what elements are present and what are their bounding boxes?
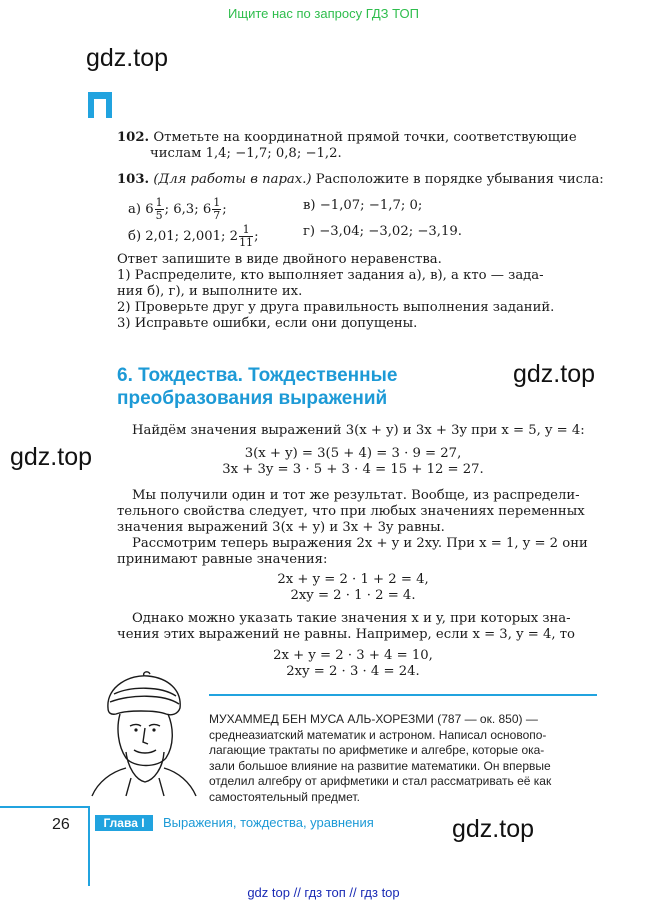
fraction-numerator: 1 (213, 196, 221, 209)
chapter-badge: Глава I (95, 815, 153, 831)
task-103-answer-line: 2) Проверьте друг у друга правильность выполнения заданий. (117, 300, 555, 315)
fraction-denominator: 5 (155, 209, 163, 222)
option-a-text: а) 6 (128, 202, 154, 217)
paragraph-line: значения выражений 3(x + y) и 3x + 3y равны. (117, 520, 445, 535)
fraction-denominator: 11 (239, 236, 254, 249)
top-banner: Ищите нас по запросу ГДЗ ТОП (228, 6, 419, 21)
paragraph-line: Рассмотрим теперь выражения 2x + y и 2xy. При x = 1, y = 2 они (132, 536, 588, 551)
bio-line: самостоятельный предмет. (209, 789, 360, 804)
option-a-text: ; 6,3; 6 (164, 202, 212, 217)
fraction-denominator: 7 (213, 209, 221, 222)
section-title-line: преобразования выражений (117, 388, 388, 409)
paragraph-line: тельного свойства следует, что при любых значениях переменных (117, 504, 585, 519)
section-title (117, 364, 397, 410)
task-103-b (128, 224, 259, 249)
equation: 2x + y = 2 · 3 + 4 = 10, (273, 648, 433, 663)
practice-icon (88, 92, 112, 118)
fraction (155, 197, 164, 222)
page-number: 26 (52, 816, 70, 833)
watermark: gdz.top (86, 44, 169, 72)
paragraph-line: Мы получили один и тот же результат. Вообще, из распредели- (132, 488, 580, 503)
bio-line: зали большое влияние на развитие математики. Он впервые (209, 758, 551, 773)
option-b-text: ; (254, 229, 259, 244)
paragraph-line: чения этих выражений не равны. Например, если x = 3, y = 4, то (117, 627, 575, 642)
bio-divider (209, 694, 597, 696)
option-a-text: ; (222, 202, 227, 217)
biography (209, 712, 599, 805)
portrait-image (86, 668, 201, 798)
bio-line: среднеазиатский математик и астроном. Написал основопо- (209, 727, 547, 742)
watermark: gdz.top (452, 815, 535, 843)
watermark: gdz.top (513, 360, 596, 388)
bio-line: МУХАММЕД БЕН МУСА АЛЬ-ХОРЕЗМИ (787 — ок. 850) — (209, 712, 538, 726)
task-103-answer-line: 3) Исправьте ошибки, если они допущены. (117, 316, 418, 331)
task-103-answer-line: 1) Распределите, кто выполняет задания а), в), а кто — зада- (117, 268, 544, 283)
task-103-answer-line: ния б), г), и выполните их. (117, 284, 303, 299)
watermark: gdz.top (10, 443, 93, 471)
fraction (212, 197, 221, 222)
task-text: Отметьте на координатной прямой точки, соответствующие (153, 130, 577, 145)
task-103-answer-line: Ответ запишите в виде двойного неравенства. (117, 252, 442, 267)
task-note: (Для работы в парах.) (153, 172, 312, 187)
bottom-links[interactable]: gdz top // гдз топ // гдз top (247, 885, 400, 900)
task-number: 103. (117, 172, 150, 187)
paragraph-line: принимают равные значения: (117, 552, 328, 567)
option-b-text: б) 2,01; 2,001; 2 (128, 229, 239, 244)
footer-vertical-divider (88, 806, 90, 886)
task-102 (117, 130, 577, 146)
task-103 (117, 172, 604, 188)
equation: 3(x + y) = 3(5 + 4) = 3 · 9 = 27, (244, 446, 462, 461)
equation: 2xy = 2 · 3 · 4 = 24. (286, 664, 420, 679)
task-text: Расположите в порядке убывания числа: (315, 172, 604, 187)
task-102-line2: числам 1,4; −1,7; 0,8; −1,2. (150, 146, 342, 161)
paragraph: Найдём значения выражений 3(x + y) и 3x + 3y при x = 5, y = 4: (132, 423, 585, 438)
chapter-title: Выражения, тождества, уравнения (163, 815, 374, 830)
fraction-numerator: 1 (239, 224, 253, 237)
task-103-g: г) −3,04; −3,02; −3,19. (303, 224, 462, 239)
task-103-v: в) −1,07; −1,7; 0; (303, 198, 423, 213)
equation: 2x + y = 2 · 1 + 2 = 4, (277, 572, 429, 587)
bio-line: отделил алгебру от арифметики и стал рассматривать её как (209, 774, 552, 788)
task-number: 102. (117, 130, 150, 145)
equation: 3x + 3y = 3 · 5 + 3 · 4 = 15 + 12 = 27. (222, 462, 484, 477)
section-title-line: 6. Тождества. Тождественные (117, 365, 398, 386)
footer-divider (0, 806, 88, 808)
paragraph-line: Однако можно указать такие значения x и y, при которых зна- (132, 611, 571, 626)
bio-line: лагающие трактаты по арифметике и алгебре, которые ока- (209, 743, 545, 757)
fraction-numerator: 1 (155, 196, 163, 209)
equation: 2xy = 2 · 1 · 2 = 4. (290, 588, 416, 603)
fraction (239, 224, 253, 249)
task-103-a (128, 197, 227, 222)
